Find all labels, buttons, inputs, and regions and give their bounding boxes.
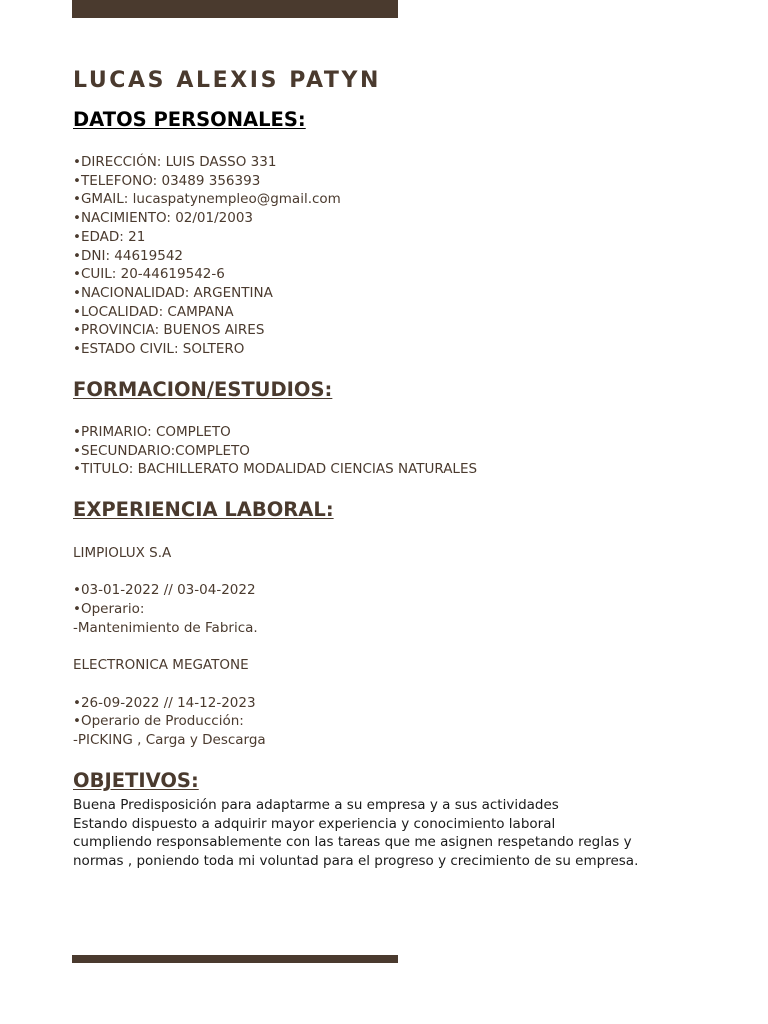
spacer [73, 675, 266, 694]
personal-data-list [73, 153, 341, 359]
job-task: -PICKING , Carga y Descarga [73, 731, 266, 748]
job-dates: •26-09-2022 // 14-12-2023 [73, 694, 256, 711]
list-item: •DIRECCIÓN: LUIS DASSO 331 [73, 154, 277, 170]
list-item: •GMAIL: lucaspatynempleo@gmail.com [73, 191, 341, 208]
objective-line: Buena Predisposición para adaptarme a su empresa y a sus actividades [73, 797, 559, 813]
experience-list [73, 544, 266, 750]
list-item: •LOCALIDAD: CAMPANA [73, 303, 234, 320]
list-item: •TELEFONO: 03489 356393 [73, 172, 261, 189]
list-item: •NACIONALIDAD: ARGENTINA [73, 284, 273, 301]
objective-line: cumpliendo responsablemente con las tareas que me asignen respetando reglas y [73, 834, 632, 850]
personal-data-heading: DATOS PERSONALES: [73, 108, 306, 131]
spacer [73, 638, 266, 657]
list-item: •ESTADO CIVIL: SOLTERO [73, 341, 245, 358]
objectives-heading: OBJETIVOS: [73, 769, 199, 792]
experience-heading: EXPERIENCIA LABORAL: [73, 498, 334, 521]
list-item: •EDAD: 21 [73, 228, 146, 245]
job-company: LIMPIOLUX S.A [73, 545, 172, 561]
list-item: •SECUNDARIO:COMPLETO [73, 442, 250, 459]
job-task: -Mantenimiento de Fabrica. [73, 619, 258, 636]
candidate-name: LUCAS ALEXIS PATYN [73, 68, 382, 93]
job-company: ELECTRONICA MEGATONE [73, 657, 249, 674]
list-item: •PROVINCIA: BUENOS AIRES [73, 322, 265, 339]
objectives-paragraph [73, 796, 638, 870]
objective-line: normas , poniendo toda mi voluntad para el progreso y crecimiento de su empresa. [73, 852, 639, 869]
job-dates: •03-01-2022 // 03-04-2022 [73, 582, 256, 599]
objective-line: Estando dispuesto a adquirir mayor experiencia y conocimiento laboral [73, 815, 556, 832]
spacer [73, 563, 266, 582]
list-item: •NACIMIENTO: 02/01/2003 [73, 210, 254, 227]
job-role: •Operario: [73, 601, 145, 618]
education-list [73, 423, 477, 479]
job-role: •Operario de Producción: [73, 713, 244, 730]
bottom-decorative-bar [72, 955, 398, 963]
list-item: •CUIL: 20-44619542-6 [73, 266, 225, 283]
top-decorative-bar [72, 0, 398, 18]
education-heading: FORMACION/ESTUDIOS: [73, 378, 333, 401]
list-item: •PRIMARIO: COMPLETO [73, 424, 231, 440]
list-item: •TITULO: BACHILLERATO MODALIDAD CIENCIAS NATURALES [73, 461, 478, 478]
list-item: •DNI: 44619542 [73, 247, 183, 264]
